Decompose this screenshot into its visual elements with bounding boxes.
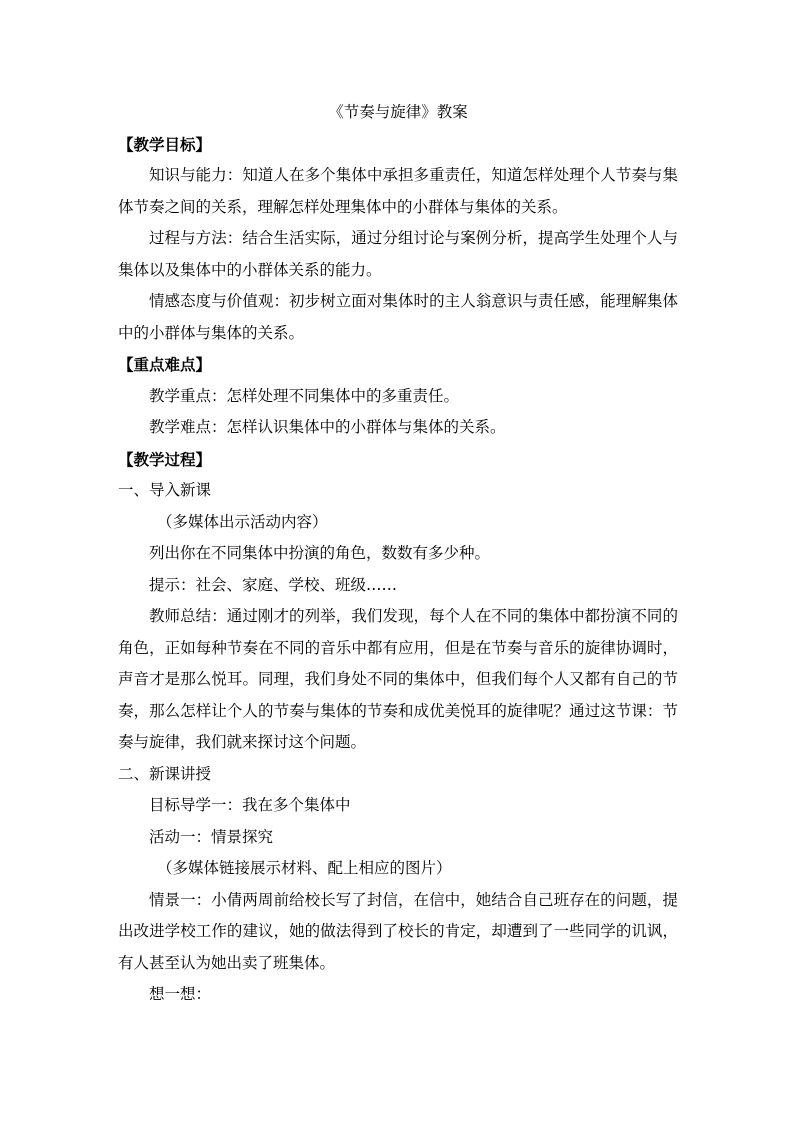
part2-goal: 目标导学一：我在多个集体中: [149, 796, 351, 814]
goal-knowledge: 知识与能力：知道人在多个集体中承担多重责任，知道怎样处理个人节奏与集体节奏之间的关系，理解怎样处理集体中的小群体与集体的关系。: [118, 166, 678, 216]
part2-think: 想一想：: [149, 985, 212, 1003]
part2-scene: 情景一：小倩两周前给校长写了封信，在信中，她结合自己班存在的问题，提出改进学校工作的建议，她的做法得到了校长的肯定，却遭到了一些同学的讥讽，有人甚至认为她出卖了班集体。: [118, 890, 678, 972]
section-heading-key-points: 【重点难点】: [118, 355, 212, 374]
document-body: [118, 97, 678, 1011]
document-title: 《节奏与旋律》教案: [328, 103, 468, 121]
difficult-point: 教学难点：怎样认识集体中的小群体与集体的关系。: [149, 418, 506, 436]
key-point: 教学重点：怎样处理不同集体中的多重责任。: [149, 386, 460, 405]
part1-summary: 教师总结：通过刚才的列举，我们发现，每个人在不同的集体中都扮演不同的角色，正如每种节奏在不同的音乐中都有应用，但是在节奏与音乐的旋律协调时，声音才是那么悦耳。同理，我们身处不同的集体中，但我们每个人又都有自己的节奏，那么怎样让个人的节奏与集体的节奏和成优美悦耳的旋律呢？通过这节课：节奏与旋律，我们就来探讨这个问题。: [118, 607, 678, 751]
section-heading-process: 【教学过程】: [118, 449, 212, 469]
part1-media-note: （多媒体出示活动内容）: [157, 512, 328, 531]
part1-title: 一、导入新课: [118, 481, 212, 499]
part1-task: 列出你在不同集体中扮演的角色，数数有多少种。: [149, 544, 491, 562]
part1-hint: 提示：社会、家庭、学校、班级……: [149, 575, 398, 594]
goal-method: 过程与方法：结合生活实际，通过分组讨论与案例分析，提高学生处理个人与集体以及集体中的小群体关系的能力。: [118, 229, 678, 279]
part2-activity: 活动一：情景探究: [149, 827, 274, 846]
section-heading-goals: 【教学目标】: [118, 134, 212, 154]
part2-title: 二、新课讲授: [118, 764, 212, 783]
part2-media-note: （多媒体链接展示材料、配上相应的图片）: [157, 859, 452, 877]
goal-emotion: 情感态度与价值观：初步树立面对集体时的主人翁意识与责任感，能理解集体中的小群体与集体的关系。: [118, 292, 678, 342]
